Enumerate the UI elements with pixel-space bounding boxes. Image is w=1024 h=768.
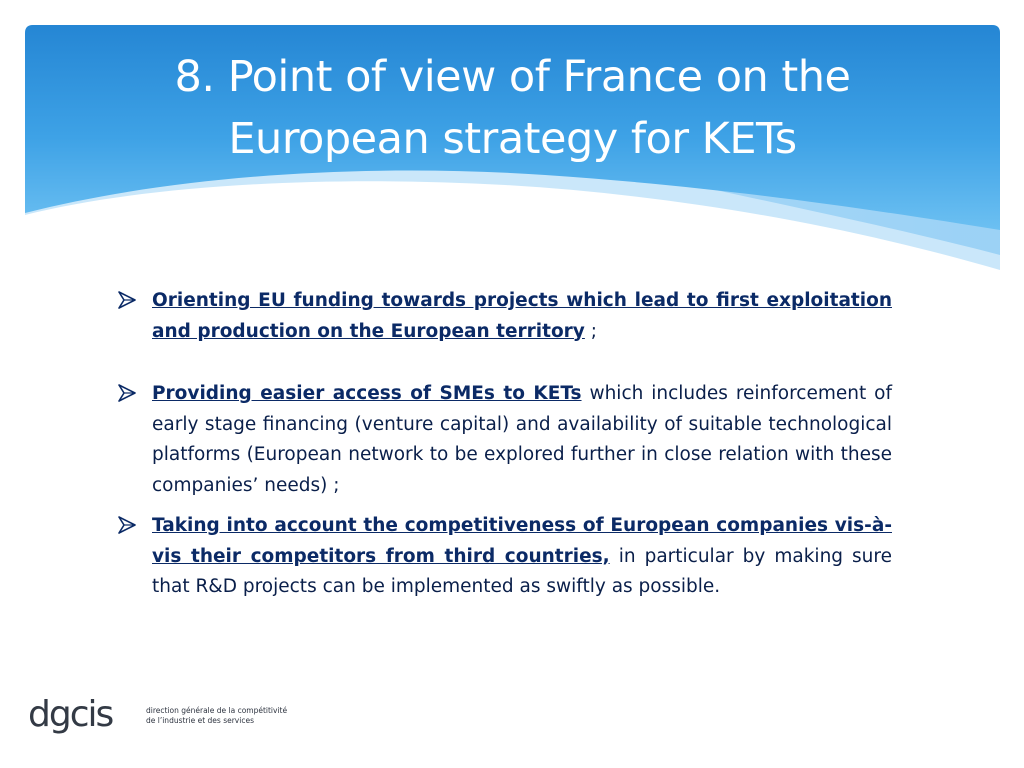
bullet-list	[112, 286, 892, 603]
arrowhead-bullet-icon	[118, 515, 136, 535]
bullet-text: which includes reinforcement of early stage financing (venture capital) and availability of suitable technological platforms (European network to be explored further in close relation with these companies’ needs) ;	[152, 383, 892, 496]
bullet-text: in particular by making sure that R&D projects can be implemented as swiftly as possible.	[152, 545, 892, 597]
dgcis-logo	[28, 694, 288, 750]
logo-tagline-line-1: direction générale de la compétitivité	[146, 706, 288, 715]
slide-title-line-2: European strategy for KETs	[228, 114, 797, 164]
bullet-item	[112, 379, 892, 501]
slide-title	[25, 46, 1000, 170]
bullet-emphasis: Taking into account the competitiveness of European companies vis-à-vis their competitors from third countries,	[152, 515, 892, 567]
bullet-item	[112, 286, 892, 347]
arrowhead-bullet-icon	[118, 290, 136, 310]
slide-title-line-1: 8. Point of view of France on the	[174, 52, 851, 102]
bullet-emphasis: Providing easier access of SMEs to KETs	[152, 383, 582, 404]
logo-tagline	[146, 706, 286, 726]
arrowhead-bullet-icon	[118, 383, 136, 403]
bullet-text: ;	[584, 320, 597, 342]
bullet-item	[112, 511, 892, 603]
logo-tagline-line-2: de l’industrie et des services	[146, 716, 254, 725]
logo-wordmark: dgcis	[28, 694, 113, 735]
bullet-emphasis: Orienting EU funding towards projects which lead to first exploitation and production on the European territory	[152, 290, 892, 342]
